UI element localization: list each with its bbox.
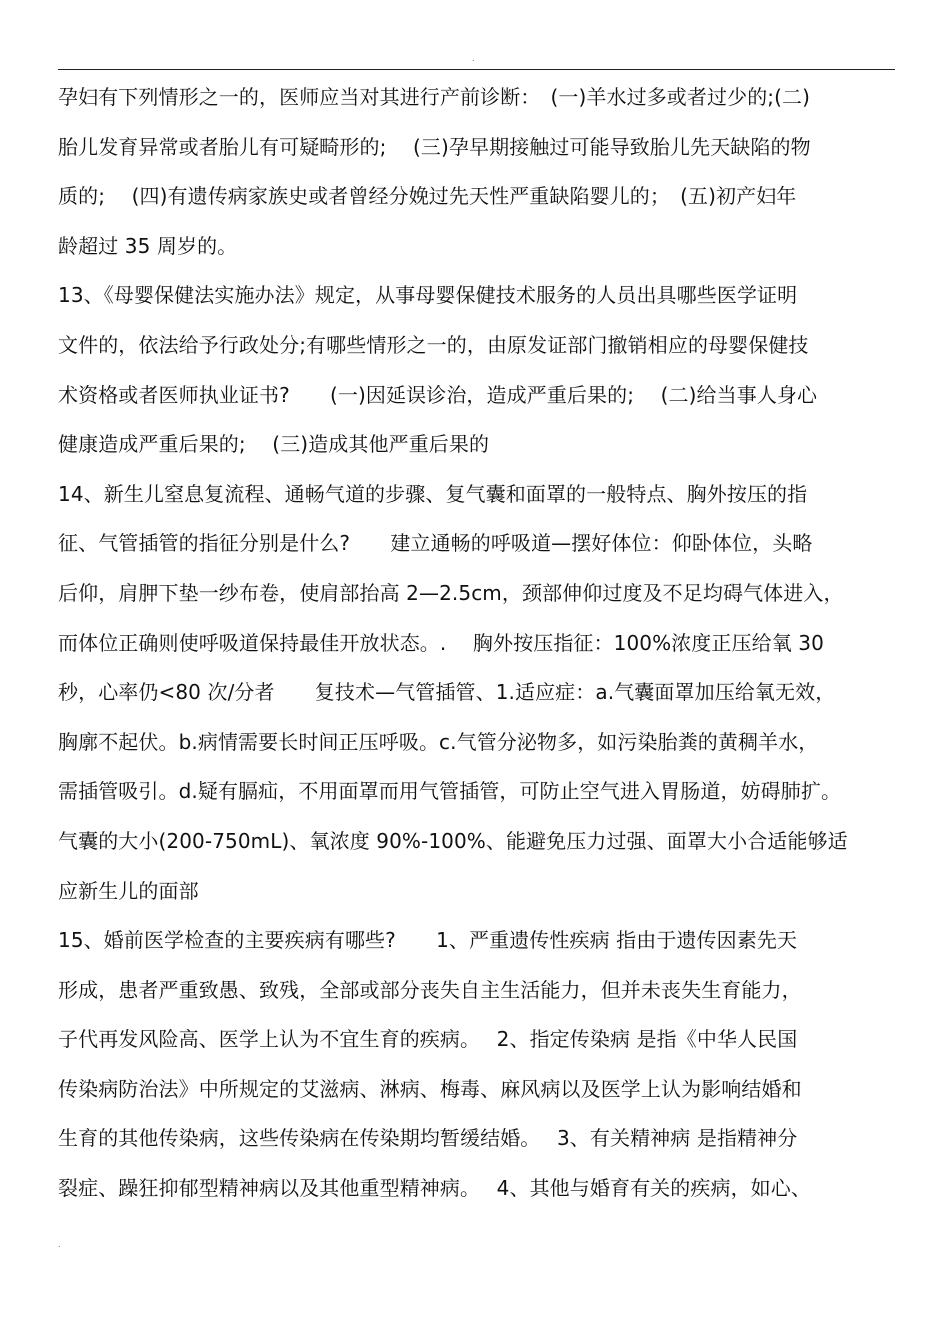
text-line: 龄超过 35 周岁的。 (58, 233, 238, 258)
text-line: 术资格或者医师执业证书? (一)因延误诊治，造成严重后果的; (二)给当事人身心 (58, 382, 818, 407)
text-line: 孕妇有下列情形之一的，医师应当对其进行产前诊断： (一)羊水过多或者过少的;(二) (58, 85, 811, 109)
text-line: 应新生儿的面部 (58, 878, 199, 903)
text-line: 征、气管插管的指征分别是什么? 建立通畅的呼吸道—摆好体位：仰卧体位，头略 (58, 531, 813, 556)
text-line: 传染病防治法》中所规定的艾滋病、淋病、梅毒、麻风病以及医学上认为影响结婚和 (58, 1076, 802, 1101)
footer-mark: . (58, 1240, 61, 1249)
header-rule (58, 69, 895, 70)
text-line: 形成，患者严重致愚、致残，全部或部分丧失自主生活能力，但并未丧失生育能力， (58, 977, 802, 1002)
text-line: 裂症、躁狂抑郁型精神病以及其他重型精神病。 4、其他与婚育有关的疾病，如心、 (58, 1176, 811, 1201)
text-line: 需插管吸引。d.疑有膈疝，不用面罩而用气管插管，可防止空气进入胃肠道，妨碍肺扩。 (58, 779, 842, 804)
text-line: 子代再发风险高、医学上认为不宜生育的疾病。 2、指定传染病 是指《中华人民国 (58, 1027, 798, 1052)
header-mark: . (472, 54, 475, 63)
text-line: 生育的其他传染病，这些传染病在传染期均暂缓结婚。 3、有关精神病 是指精神分 (58, 1126, 798, 1151)
text-line: 后仰，肩胛下垫一纱布卷，使肩部抬高 2—2.5cm，颈部伸仰过度及不足均碍气体进入， (58, 580, 844, 605)
text-line: 气囊的大小(200-750mL)、氧浓度 90%-100%、能避免压力过强、面罩大小合适能够适 (58, 828, 848, 853)
document-body (58, 73, 898, 1214)
text-line: 文件的，依法给予行政处分;有哪些情形之一的，由原发证部门撤销相应的母婴保健技 (58, 332, 809, 357)
text-line: 质的; (四)有遗传病家族史或者曾经分娩过先天性严重缺陷婴儿的； (五)初产妇年 (58, 184, 797, 209)
text-line: 胎儿发育异常或者胎儿有可疑畸形的; (三)孕早期接触过可能导致胎儿先天缺陷的物 (58, 134, 811, 159)
text-line: 15、婚前医学检查的主要疾病有哪些? 1、严重遗传性疾病 指由于遗传因素先天 (58, 928, 798, 953)
text-line: 13、《母婴保健法实施办法》规定，从事母婴保健技术服务的人员出具哪些医学证明 (58, 283, 798, 308)
text-line: 14、新生儿窒息复流程、通畅气道的步骤、复气囊和面罩的一般特点、胸外按压的指 (58, 481, 808, 506)
text-line: 胸廓不起伏。b.病情需要长时间正压呼吸。c.气管分泌物多，如污染胎粪的黄稠羊水， (58, 729, 819, 754)
text-line: 秒，心率仍<80 次/分者 复技术—气管插管、1.适应症：a.气囊面罩加压给氧无效， (58, 680, 836, 705)
text-line: 而体位正确则使呼吸道保持最佳开放状态。. 胸外按压指征：100%浓度正压给氧 30 (58, 630, 824, 655)
text-line: 健康造成严重后果的; (三)造成其他严重后果的 (58, 432, 490, 457)
